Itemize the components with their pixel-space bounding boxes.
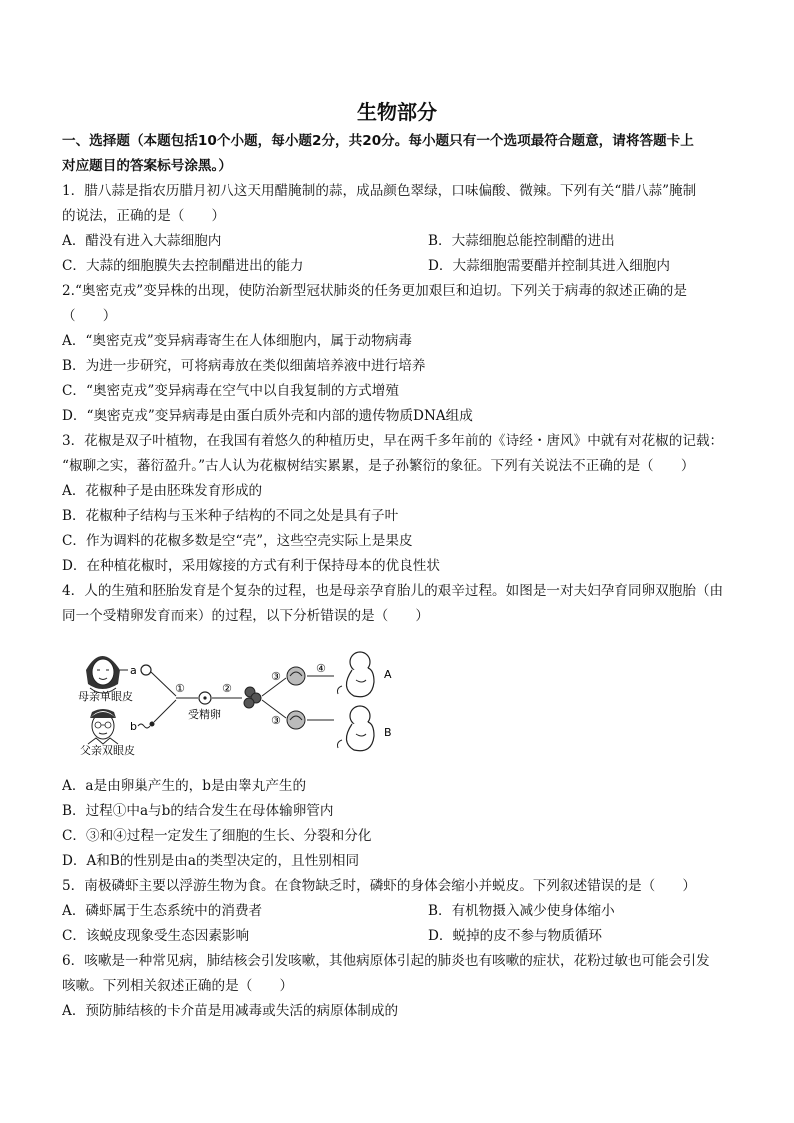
step-1-label: ① xyxy=(175,682,185,695)
q5-option-b: B．有机物摄入减少使身体缩小 xyxy=(428,903,615,919)
q1-option-a: A．醋没有进入大蒜细胞内 xyxy=(62,233,222,249)
q5-stem-line1: 5．南极磷虾主要以浮游生物为食。在食物缺乏时，磷虾的身体会缩小并蜕皮。下列叙述错误的是（ ） xyxy=(62,878,696,894)
q2-option-a: A．“奥密克戎”变异病毒寄生在人体细胞内，属于动物病毒 xyxy=(62,333,412,349)
step-3-label-bottom: ③ xyxy=(271,714,281,727)
fetus-a xyxy=(338,652,375,697)
section-header-line1: 一、选择题（本题包括10个小题，每小题2分，共20分。每小题只有一个选项最符合题意，请将答题卡上 xyxy=(62,133,694,149)
q6-option-a: A．预防肺结核的卡介苗是用减毒或失活的病原体制成的 xyxy=(62,1003,399,1019)
q5-option-a: A．磷虾属于生态系统中的消费者 xyxy=(62,903,263,919)
zygote-label: 受精卵 xyxy=(188,708,221,721)
twin-development-figure xyxy=(72,640,412,768)
step-3-label-top: ③ xyxy=(271,670,281,683)
q3-stem-line1: 3．花椒是双子叶植物，在我国有着悠久的种植历史，早在两千多年前的《诗经・唐风》中就有对花椒的记载： xyxy=(62,433,724,449)
q3-option-a: A．花椒种子是由胚珠发育形成的 xyxy=(62,483,263,499)
page-title: 生物部分 xyxy=(357,100,437,124)
step-2-label: ② xyxy=(222,682,232,695)
q1-option-b: B．大蒜细胞总能控制醋的进出 xyxy=(428,233,615,249)
early-embryo-top xyxy=(287,667,305,685)
fetus-b xyxy=(338,706,375,751)
q4-option-c: C．③和④过程一定发生了细胞的生长、分裂和分化 xyxy=(62,828,372,844)
cell-cluster xyxy=(244,687,261,708)
twin-a-label: A xyxy=(384,668,392,681)
mother-portrait xyxy=(86,656,120,693)
step-4-label-top: ④ xyxy=(316,662,326,675)
egg-cell xyxy=(141,665,151,675)
q4-option-d: D．A和B的性别是由a的类型决定的，且性别相同 xyxy=(62,853,360,869)
sperm-cell xyxy=(138,724,150,728)
q5-option-c: C．该蜕皮现象受生态因素影响 xyxy=(62,928,250,944)
q4-option-a: A．a是由卵巢产生的，b是由睾丸产生的 xyxy=(62,778,307,794)
q2-option-b: B．为进一步研究，可将病毒放在类似细菌培养液中进行培养 xyxy=(62,358,426,374)
q5-option-d: D．蜕掉的皮不参与物质循环 xyxy=(428,928,603,944)
egg-label-a: a xyxy=(130,664,137,677)
q1-stem-line1: 1．腊八蒜是指农历腊月初八这天用醋腌制的蒜，成品颜色翠绿，口味偏酸、微辣。下列有关“腊八蒜”腌制 xyxy=(62,183,697,199)
q4-option-b: B．过程①中a与b的结合发生在母体输卵管内 xyxy=(62,803,334,819)
q2-option-c: C．“奥密克戎”变异病毒在空气中以自我复制的方式增殖 xyxy=(62,383,399,399)
sperm-label-b: b xyxy=(130,720,137,733)
father-label: 父亲双眼皮 xyxy=(80,744,135,757)
q3-option-b: B．花椒种子结构与玉米种子结构的不同之处是具有子叶 xyxy=(62,508,399,524)
q1-option-d: D．大蒜细胞需要醋并控制其进入细胞内 xyxy=(428,258,670,274)
early-embryo-bottom xyxy=(287,711,305,729)
twin-b-label: B xyxy=(384,726,392,739)
q1-stem-line2: 的说法，正确的是（ ） xyxy=(62,208,226,224)
q4-stem-line1: 4．人的生殖和胚胎发育是个复杂的过程，也是母亲孕育胎儿的艰辛过程。如图是一对夫妇孕育同卵双胞胎（由 xyxy=(62,583,724,599)
mother-label: 母亲单眼皮 xyxy=(78,690,133,703)
q3-stem-line2: “椒聊之实，蕃衍盈升。”古人认为花椒树结实累累，是子孙繁衍的象征。下列有关说法不正确的是（ ） xyxy=(62,458,695,474)
q6-stem-line2: 咳嗽。下列相关叙述正确的是（ ） xyxy=(62,978,294,994)
q3-option-d: D．在种植花椒时，采用嫁接的方式有利于保持母本的优良性状 xyxy=(62,558,440,574)
q2-stem-line1: 2.“奥密克戎”变异株的出现，使防治新型冠状肺炎的任务更加艰巨和迫切。下列关于病毒的叙述正确的是 xyxy=(62,283,687,299)
q6-stem-line1: 6．咳嗽是一种常见病，肺结核会引发咳嗽，其他病原体引起的肺炎也有咳嗽的症状，花粉过敏也可能会引发 xyxy=(62,953,710,969)
section-header-line2: 对应题目的答案标号涂黑。） xyxy=(62,158,232,174)
q4-stem-line2: 同一个受精卵发育而来）的过程，以下分析错误的是（ ） xyxy=(62,608,430,624)
q3-option-c: C．作为调料的花椒多数是空“壳”，这些空壳实际上是果皮 xyxy=(62,533,413,549)
father-portrait xyxy=(88,709,118,744)
q1-option-c: C．大蒜的细胞膜失去控制醋进出的能力 xyxy=(62,258,304,274)
q2-option-d: D．“奥密克戎”变异病毒是由蛋白质外壳和内部的遗传物质DNA组成 xyxy=(62,408,473,424)
q2-stem-line2: （ ） xyxy=(62,308,117,324)
